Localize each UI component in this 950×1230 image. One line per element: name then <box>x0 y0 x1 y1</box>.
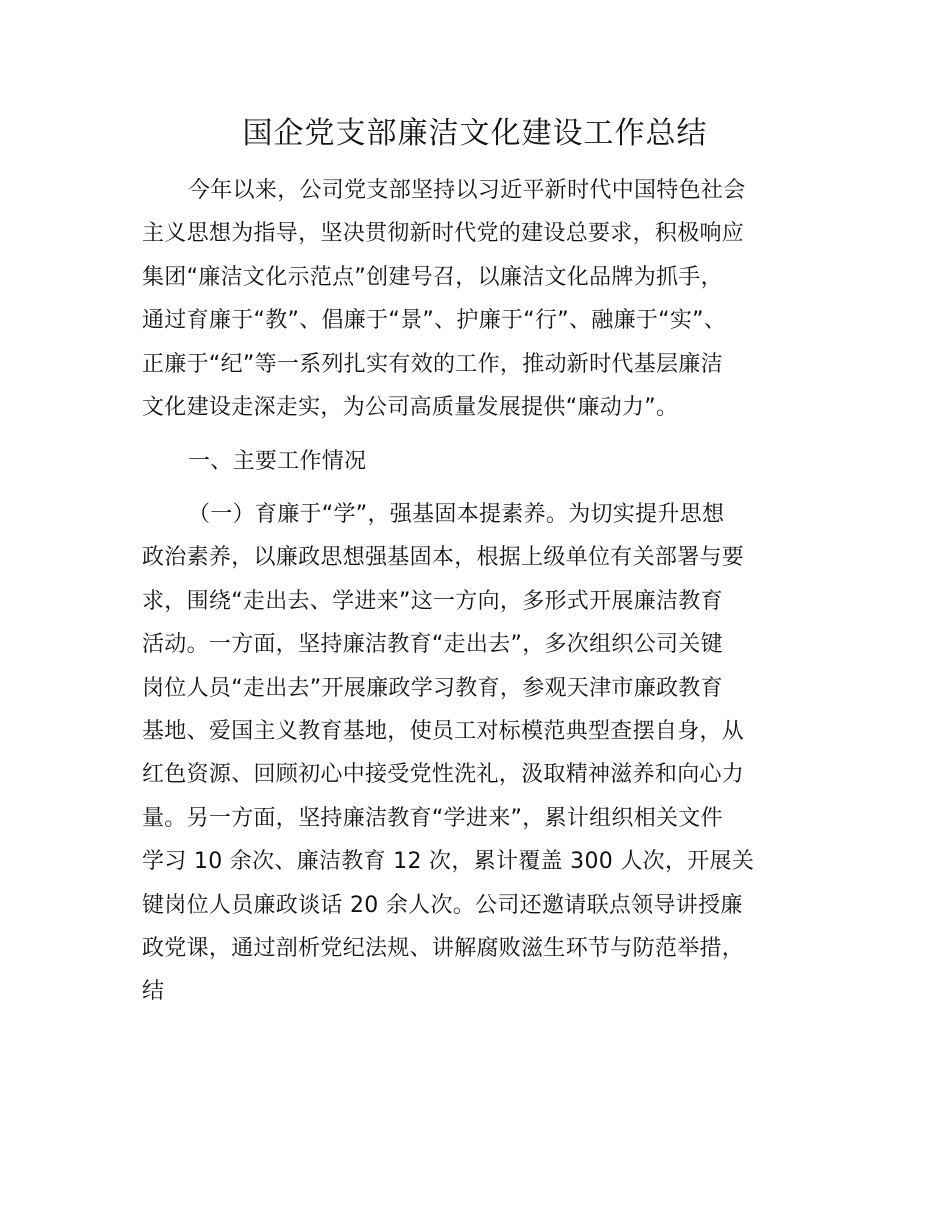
paragraph-line: 结 <box>142 979 165 1005</box>
paragraph-line: 求，围绕“走出去、学进来”这一方向，多形式开展廉洁教育 <box>142 588 723 614</box>
paragraph-line: 正廉于“纪”等一系列扎实有效的工作，推动新时代基层廉洁 <box>142 351 723 377</box>
paragraph-line: 集团“廉洁文化示范点”创建号召，以廉洁文化品牌为抓手， <box>142 264 723 290</box>
paragraph-line: 岗位人员“走出去”开展廉政学习教育，参观天津市廉政教育 <box>142 675 723 701</box>
document-title: 国企党支部廉洁文化建设工作总结 <box>242 116 708 151</box>
paragraph-line: 通过育廉于“教”、倡廉于“景”、护廉于“行”、融廉于“实”、 <box>142 308 727 334</box>
paragraph-line: 学习 10 余次、廉洁教育 12 次，累计覆盖 300 人次，开展关 <box>142 849 755 875</box>
section-heading <box>142 440 814 483</box>
section-heading-text: 一、主要工作情况 <box>188 449 367 474</box>
paragraph-line: 政治素养，以廉政思想强基固本，根据上级单位有关部署与要 <box>142 545 745 571</box>
section1-paragraph <box>142 493 814 1014</box>
intro-paragraph <box>142 169 814 429</box>
paragraph-line: 今年以来，公司党支部坚持以习近平新时代中国特色社会 <box>188 178 746 203</box>
paragraph-line: 红色资源、回顾初心中接受党性洗礼，汲取精神滋养和向心力 <box>142 762 745 788</box>
paragraph-line: 主义思想为指导，坚决贯彻新时代党的建设总要求，积极响应 <box>142 221 745 247</box>
paragraph-line: 文化建设走深走实，为公司高质量发展提供“廉动力”。 <box>142 395 679 421</box>
paragraph-line: （一）育廉于“学”，强基固本提素养。为切实提升思想 <box>188 502 725 527</box>
paragraph-line: 基地、爱国主义教育基地，使员工对标模范典型查摆自身，从 <box>142 719 745 745</box>
paragraph-line: 键岗位人员廉政谈话 20 余人次。公司还邀请联点领导讲授廉 <box>142 892 743 918</box>
paragraph-line: 量。另一方面，坚持廉洁教育“学进来”，累计组织相关文件 <box>142 805 723 831</box>
paragraph-line: 政党课，通过剖析党纪法规、讲解腐败滋生环节与防范举措， <box>142 936 745 962</box>
paragraph-line: 活动。一方面，坚持廉洁教育“走出去”，多次组织公司关键 <box>142 632 723 658</box>
